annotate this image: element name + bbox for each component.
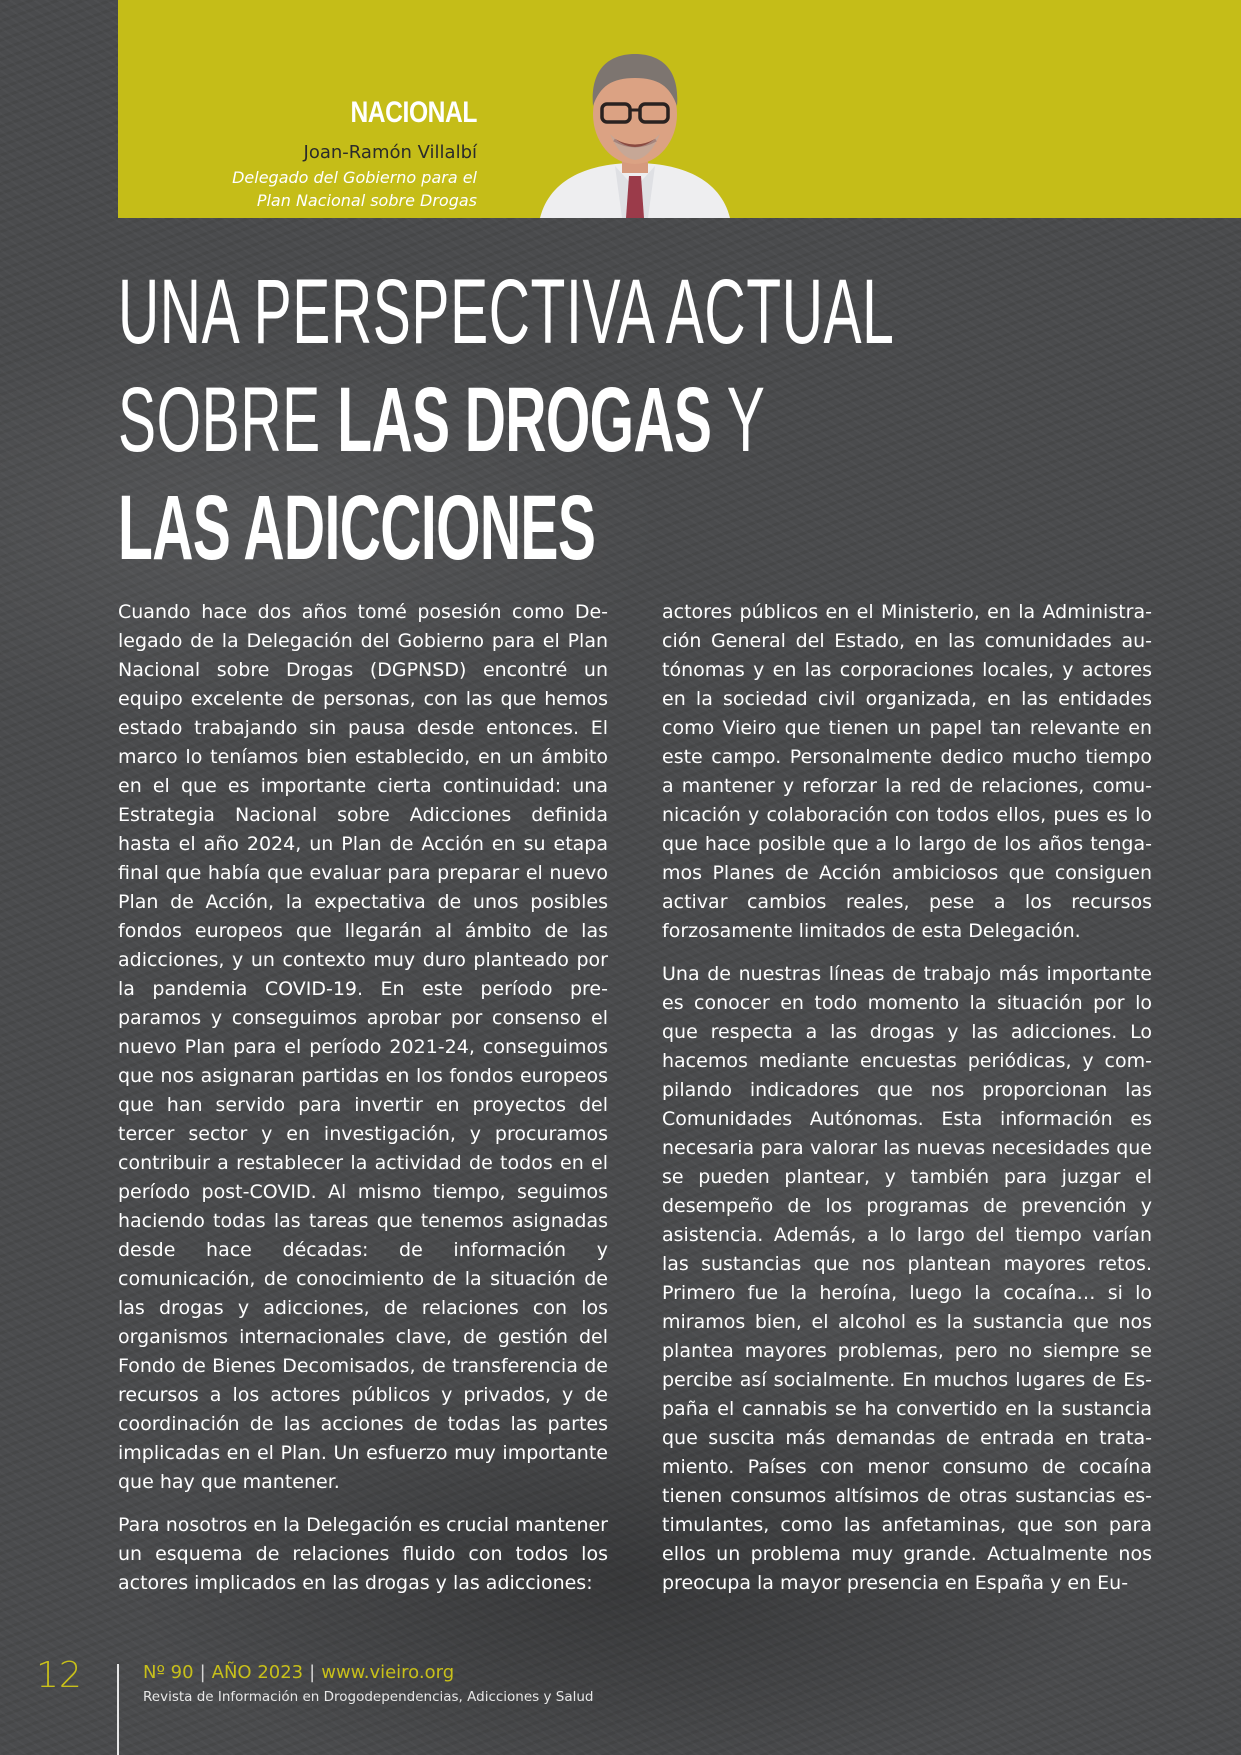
- headline-line-3: LAS ADICCIONES: [118, 477, 596, 579]
- website-link[interactable]: www.vieiro.org: [321, 1662, 455, 1683]
- headline-line-2-end: Y: [711, 369, 766, 471]
- paragraph: Para nosotros en la Delegación es crucial mantener un esquema de relaciones fluido con todos los actores implicados en las drogas y las adicciones:: [118, 1514, 608, 1594]
- body-column-right: [662, 598, 1152, 1612]
- footer-separator: |: [199, 1662, 206, 1683]
- author-name: Joan-Ramón Villalbí: [303, 142, 477, 163]
- author-role: [97, 166, 477, 212]
- paragraph: actores públicos en el Ministerio, en la Administración General del Estado, en las comunidades autónomas y en las corporaciones locales, y actores en la sociedad civil organizada, en las entidades como Vieiro que tienen un papel tan relevante en este campo. Personalmente dedico mucho tiempo a mantener y reforzar la red de relaciones, comunicación y colaboración con todos ellos, pues es lo que hace posible que a lo largo de los años tengamos Planes de Acción ambiciosos que consiguen activar cambios reales, pese a los recursos forzosamente limitados de esta Delegación.: [662, 601, 1152, 942]
- magazine-description: Revista de Información en Drogodependencias, Adicciones y Salud: [143, 1689, 594, 1705]
- author-role-line-1: Delegado del Gobierno para el: [232, 168, 477, 187]
- author-portrait: [530, 48, 740, 218]
- section-label: NACIONAL: [350, 96, 477, 129]
- issue-number: Nº 90: [143, 1662, 194, 1683]
- headline-line-2: [118, 366, 766, 474]
- headline-line-2-thin: SOBRE: [118, 369, 338, 471]
- author-role-line-2: Plan Nacional sobre Drogas: [256, 191, 477, 210]
- body-column-left: [118, 598, 608, 1612]
- headline: [118, 258, 1018, 582]
- footer-issue-info: [143, 1662, 454, 1683]
- paragraph: Cuando hace dos años tomé posesión como Delegado de la Delegación del Gobierno para el Plan Nacional sobre Drogas (DGPNSD) encontré un equipo excelente de personas, con las que hemos estado trabajando sin pausa desde entonces. El marco lo teníamos bien establecido, en un ámbito en el que es importante cierta continuidad: una Estrategia Nacional sobre Adicciones definida hasta el año 2024, un Plan de Acción en su etapa final que había que evaluar para preparar el nuevo Plan de Acción, la expectativa de unos posibles fondos europeos que llegarán al ámbito de las adicciones, y un contexto muy duro planteado por la pandemia COVID-19. En este período preparamos y conseguimos aprobar por consenso el nuevo Plan para el período 2021-24, conseguimos que nos asignaran partidas en los fondos europeos que han servido para invertir en proyectos del tercer sector y en investigación, y procuramos contribuir a restablecer la actividad de todos en el período post-COVID. Al mismo tiempo, seguimos haciendo todas las tareas que tenemos asignadas desde hace décadas: de información y comunicación, de conocimiento de la situación de las drogas y adicciones, de relaciones con los organismos internacionales clave, de gestión del Fondo de Bienes Decomisados, de transferencia de recursos a los actores públicos y privados, y de coordinación de las acciones de todas las partes implicadas en el Plan. Un esfuerzo muy importante que hay que mantener.: [118, 601, 608, 1493]
- headline-line-2-bold: LAS DROGAS: [337, 369, 712, 471]
- headline-line-1: UNA PERSPECTIVA ACTUAL: [118, 261, 895, 363]
- footer-divider: [117, 1664, 119, 1755]
- issue-year: AÑO 2023: [211, 1662, 304, 1683]
- paragraph: Una de nuestras líneas de trabajo más importante es conocer en todo momento la situación por lo que respecta a las drogas y las adicciones. Lo hacemos mediante encuestas periódicas, y compilando indicadores que nos proporcionan las Comunidades Autónomas. Esta información es necesaria para valorar las nuevas necesidades que se pueden plantear, y también para juzgar el desempeño de los programas de prevención y asistencia. Además, a lo largo del tiempo varían las sustancias que nos plantean mayores retos. Primero fue la heroína, luego la cocaína… si lo miramos bien, el alcohol es la sustancia que nos plantea mayores problemas, pero no siempre se percibe así socialmente. En muchos lugares de España el cannabis se ha convertido en la sustancia que suscita más demandas de entrada en tratamiento. Países con menor consumo de cocaína tienen consumos altísimos de otras sustancias estimulantes, como las anfetaminas, que son para ellos un problema muy grande. Actualmente nos preocupa la mayor presencia en España y en Eu-: [662, 963, 1152, 1594]
- footer-separator: |: [309, 1662, 316, 1683]
- page-number: 12: [36, 1655, 82, 1696]
